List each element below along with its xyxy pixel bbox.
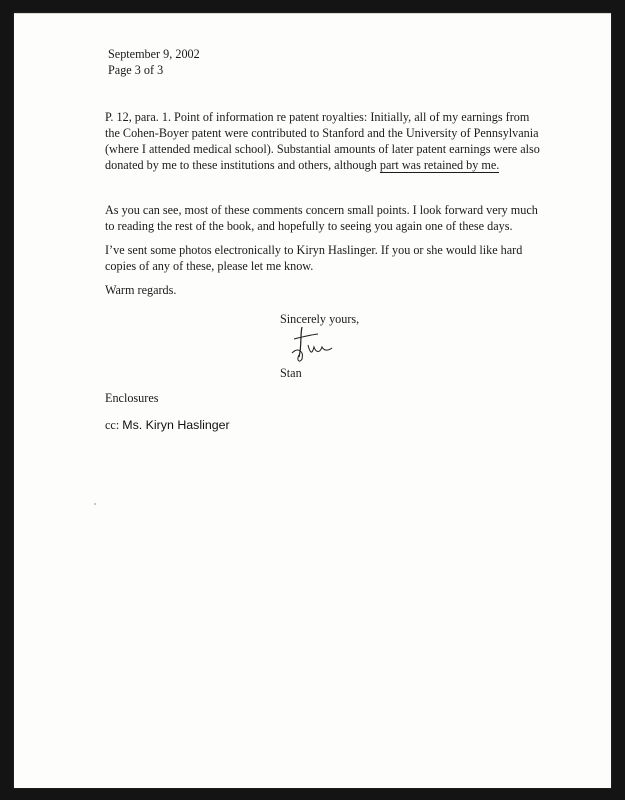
paragraph-line-text: donated by me to these institutions and others, although (105, 158, 380, 172)
paragraph-line: the Cohen-Boyer patent were contributed to Stanford and the University of Pennsylvania (105, 126, 539, 140)
cc-recipient: Ms. Kiryn Haslinger (122, 418, 230, 432)
page-number: Page 3 of 3 (108, 63, 164, 77)
letter-header (108, 46, 200, 78)
paper-top-edge (14, 13, 611, 14)
signer-name: Stan (280, 366, 302, 380)
cc-label: cc: (105, 418, 123, 432)
paragraph-photos (105, 242, 522, 274)
paragraph-line: As you can see, most of these comments concern small points. I look forward very much (105, 203, 538, 217)
handwritten-signature (290, 323, 334, 367)
paper-speck (94, 503, 96, 505)
paragraph-line: to reading the rest of the book, and hopefully to seeing you again one of these days. (105, 219, 513, 233)
paragraph-line: (where I attended medical school). Substantial amounts of later patent earnings were also (105, 142, 540, 156)
paragraph-patent-royalties (105, 109, 540, 173)
paragraph-comments (105, 202, 538, 234)
paragraph-line: I’ve sent some photos electronically to Kiryn Haslinger. If you or she would like hard (105, 243, 523, 257)
paragraph-line: P. 12, para. 1. Point of information re patent royalties: Initially, all of my earnings from (105, 110, 530, 124)
letter-page (14, 13, 611, 788)
letter-date: September 9, 2002 (108, 47, 200, 61)
warm-regards: Warm regards. (105, 283, 177, 297)
paragraph-line: copies of any of these, please let me know. (105, 259, 314, 273)
paragraph-line (105, 157, 540, 173)
closing-sincerely: Sincerely yours, (280, 312, 360, 326)
enclosures-note: Enclosures (105, 391, 159, 405)
cc-line (105, 417, 230, 433)
handwritten-underline-text: part was retained by me. (379, 158, 500, 172)
